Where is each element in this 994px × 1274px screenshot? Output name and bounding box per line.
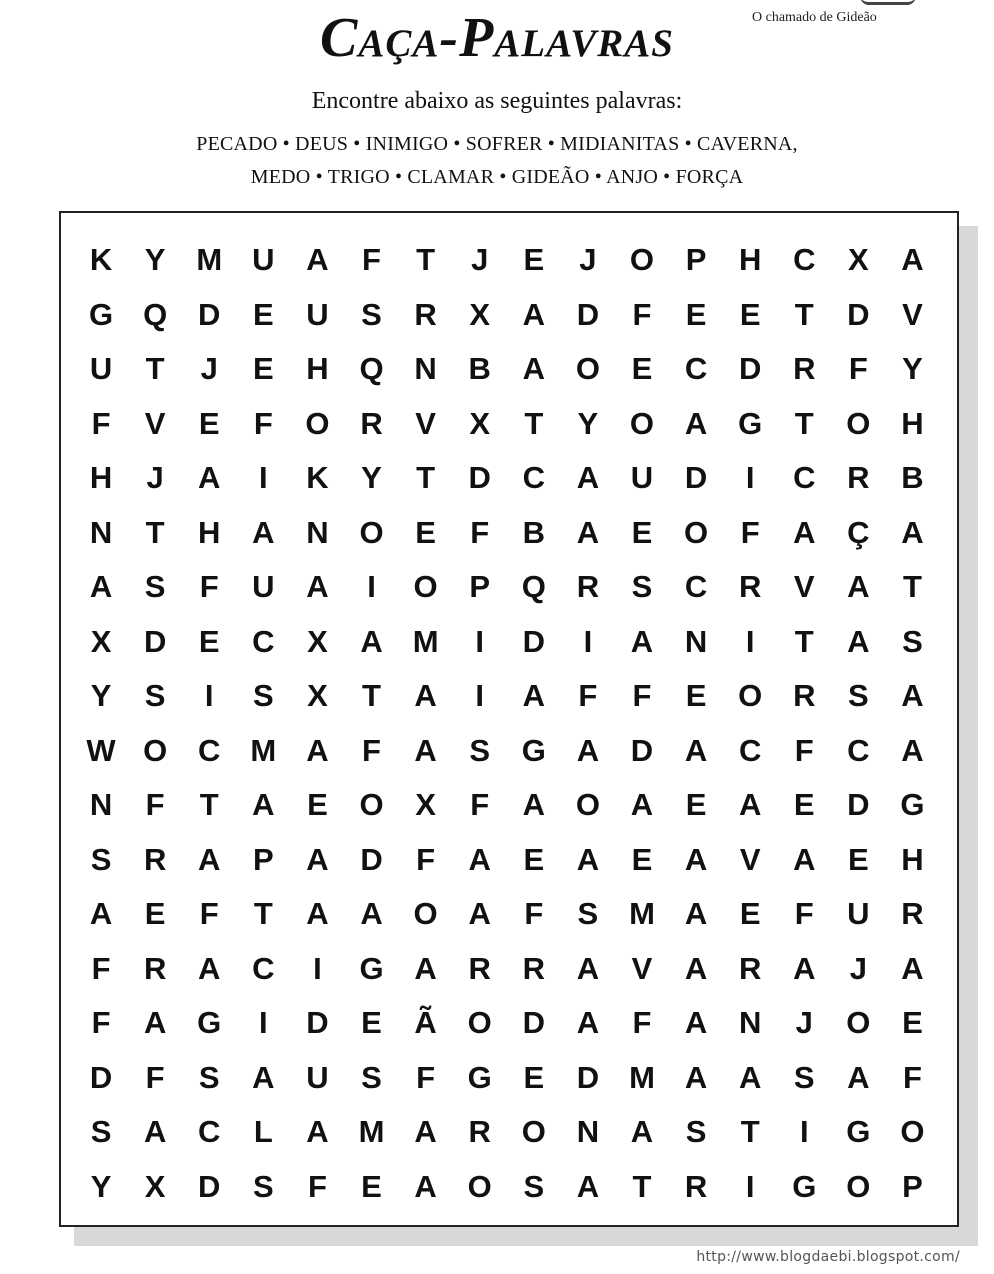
grid-cell[interactable]: A (847, 1059, 870, 1095)
grid-cell[interactable]: M (250, 732, 277, 768)
grid-cell[interactable]: V (631, 950, 653, 986)
grid-cell[interactable]: S (252, 1168, 274, 1204)
grid-cell[interactable]: A (414, 732, 437, 768)
grid-cell[interactable]: Y (902, 351, 923, 386)
grid-cell[interactable]: N (414, 351, 437, 386)
grid-cell[interactable]: O (684, 514, 709, 550)
grid-cell[interactable]: F (794, 732, 814, 768)
grid-cell[interactable]: O (413, 569, 438, 604)
grid-cell[interactable]: C (252, 623, 275, 659)
grid-cell[interactable]: A (684, 1005, 708, 1040)
word-list-line-1: PECADO • DEUS • INIMIGO • SOFRER • MIDIANITAS • CAVERNA, (196, 133, 798, 155)
grid-cell[interactable]: F (362, 242, 381, 277)
grid-cell[interactable]: E (198, 623, 220, 659)
grid-cell[interactable]: O (629, 242, 655, 277)
grid-cell[interactable]: I (745, 623, 755, 659)
grid-cell[interactable]: A (414, 1168, 437, 1204)
grid-cell[interactable]: Ã (414, 1005, 437, 1040)
grid-cell[interactable]: O (629, 405, 655, 441)
grid-cell[interactable]: A (89, 569, 113, 604)
grid-cell[interactable]: G (197, 1005, 222, 1040)
grid-cell[interactable]: S (631, 569, 653, 604)
grid-cell[interactable]: C (522, 460, 545, 495)
grid-cell[interactable]: A (143, 1114, 167, 1149)
grid-cell[interactable]: A (576, 1168, 600, 1204)
grid-cell[interactable]: O (846, 1168, 871, 1204)
grid-cell[interactable]: T (794, 623, 814, 659)
grid-cell[interactable]: J (795, 1005, 813, 1040)
grid-cell[interactable]: R (793, 351, 816, 386)
grid-cell[interactable]: Y (90, 678, 112, 713)
grid-cell[interactable]: O (846, 1005, 871, 1040)
grid-cell[interactable]: A (198, 950, 221, 986)
grid-cell[interactable]: T (362, 678, 381, 713)
grid-cell[interactable]: F (253, 405, 273, 441)
page-title: Caça-Palavras (320, 7, 674, 69)
grid-cell[interactable]: A (522, 787, 545, 822)
grid-cell[interactable]: F (632, 678, 652, 713)
grid-cell[interactable]: A (793, 950, 816, 986)
grid-cell[interactable]: A (576, 1005, 600, 1040)
grid-cell[interactable]: E (198, 405, 220, 441)
grid-cell[interactable]: A (630, 623, 654, 659)
grid-cell[interactable]: A (847, 569, 870, 604)
grid-cell[interactable]: E (685, 296, 707, 332)
word-search-grid (74, 233, 940, 1214)
grid-cell[interactable]: U (306, 1059, 329, 1095)
grid-cell[interactable]: N (684, 623, 708, 659)
grid-cell[interactable]: A (684, 732, 708, 768)
grid-cell[interactable]: A (306, 896, 329, 931)
grid-cell[interactable]: T (794, 296, 814, 332)
grid-cell[interactable]: F (632, 296, 652, 332)
grid-cell[interactable]: C (684, 569, 708, 604)
grid-cell[interactable]: I (259, 1005, 268, 1040)
grid-cell[interactable]: J (200, 351, 218, 386)
grid-cell[interactable]: D (576, 296, 600, 332)
grid-cell[interactable]: C (738, 732, 762, 768)
grid-cell[interactable]: T (632, 1168, 652, 1204)
grid-cell[interactable]: E (685, 787, 707, 822)
grid-cell[interactable]: A (252, 1059, 275, 1095)
grid-cell[interactable]: V (902, 296, 923, 332)
grid-cell[interactable]: O (521, 1114, 546, 1149)
grid-cell[interactable]: I (204, 678, 214, 713)
grid-cell[interactable]: O (359, 514, 384, 550)
grid-cell[interactable]: R (522, 950, 545, 986)
grid-cell[interactable]: A (198, 460, 221, 495)
grid-cell[interactable]: A (414, 1114, 437, 1149)
grid-cell[interactable]: E (793, 787, 815, 822)
grid-cell[interactable]: Q (521, 569, 546, 604)
grid-cell[interactable]: E (631, 841, 653, 877)
grid-cell[interactable]: V (415, 405, 436, 441)
grid-cell[interactable]: G (792, 1168, 817, 1204)
grid-cell[interactable]: S (361, 296, 382, 332)
grid-cell[interactable]: A (252, 787, 275, 822)
grid-cell[interactable]: X (469, 296, 491, 332)
grid-cell[interactable]: F (91, 1005, 111, 1040)
grid-cell[interactable]: F (578, 678, 598, 713)
grid-cell[interactable]: T (253, 896, 273, 931)
grid-cell[interactable]: C (847, 732, 870, 768)
grid-cell[interactable]: C (252, 950, 275, 986)
grid-cell[interactable]: S (252, 678, 274, 713)
grid-cell[interactable]: A (143, 1005, 167, 1040)
grid-cell[interactable]: V (739, 841, 761, 877)
grid-cell[interactable]: P (685, 242, 707, 277)
grid-cell[interactable]: A (522, 296, 545, 332)
grid-cell[interactable]: R (738, 950, 762, 986)
grid-cell[interactable]: R (847, 460, 870, 495)
grid-cell[interactable]: A (360, 896, 383, 931)
grid-cell[interactable]: D (198, 296, 221, 332)
footer-url: http://www.blogdaebi.blogspot.com/ (696, 1249, 960, 1265)
grid-cell[interactable]: D (468, 460, 491, 495)
grid-cell[interactable]: O (305, 405, 330, 441)
grid-cell[interactable]: R (143, 841, 167, 877)
grid-cell[interactable]: K (306, 460, 329, 495)
grid-cell[interactable]: G (359, 950, 384, 986)
grid-cell[interactable]: A (684, 405, 708, 441)
grid-cell[interactable]: A (901, 678, 924, 713)
grid-cell[interactable]: T (416, 242, 436, 277)
grid-cell[interactable]: A (576, 514, 600, 550)
grid-cell[interactable]: T (740, 1114, 760, 1149)
grid-cell[interactable]: K (89, 242, 113, 277)
grid-cell[interactable]: D (630, 732, 654, 768)
grid-cell[interactable]: A (684, 841, 708, 877)
grid-cell[interactable]: S (469, 732, 491, 768)
grid-cell[interactable]: F (199, 896, 219, 931)
grid-cell[interactable]: A (793, 841, 816, 877)
grid-cell[interactable]: U (252, 242, 275, 277)
grid-cell[interactable]: I (259, 460, 268, 495)
grid-cell[interactable]: V (144, 405, 166, 441)
grid-cell[interactable]: S (90, 1114, 112, 1149)
grid-cell[interactable]: S (361, 1059, 382, 1095)
grid-cell[interactable]: Ç (847, 514, 870, 550)
grid-cell[interactable]: Y (577, 405, 599, 441)
grid-cell[interactable]: E (523, 841, 545, 877)
grid-cell[interactable]: A (901, 514, 924, 550)
grid-cell[interactable]: E (631, 514, 653, 550)
grid-cell[interactable]: A (630, 787, 654, 822)
grid-cell[interactable]: D (89, 1059, 113, 1095)
grid-cell[interactable]: F (91, 950, 111, 986)
grid-cell[interactable]: N (576, 1114, 600, 1149)
grid-cell[interactable]: D (684, 460, 708, 495)
grid-cell[interactable]: C (684, 351, 708, 386)
grid-cell[interactable]: F (145, 787, 165, 822)
grid-cell[interactable]: S (90, 841, 112, 877)
grid-cell[interactable]: C (198, 1114, 221, 1149)
grid-cell[interactable]: M (358, 1114, 385, 1149)
grid-cell[interactable]: E (739, 896, 761, 931)
grid-cell[interactable]: A (306, 732, 329, 768)
grid-cell[interactable]: A (306, 841, 329, 877)
grid-cell[interactable]: B (901, 460, 924, 495)
grid-cell[interactable]: E (523, 1059, 545, 1095)
grid-cell[interactable]: X (848, 242, 869, 277)
grid-cell[interactable]: P (902, 1168, 923, 1204)
grid-cell[interactable]: H (738, 242, 762, 277)
grid-cell[interactable]: X (469, 405, 491, 441)
grid-cell[interactable]: A (306, 242, 329, 277)
grid-cell[interactable]: D (143, 623, 167, 659)
grid-cell[interactable]: G (900, 787, 925, 822)
grid-cell[interactable]: D (738, 351, 762, 386)
grid-cell[interactable]: S (198, 1059, 220, 1095)
grid-cell[interactable]: A (198, 841, 221, 877)
page-subtitle: O chamado de Gideão (752, 10, 877, 25)
grid-cell[interactable]: L (253, 1114, 273, 1149)
grid-cell[interactable]: A (847, 623, 870, 659)
grid-cell[interactable]: V (793, 569, 815, 604)
grid-cell[interactable]: A (684, 1059, 708, 1095)
grid-cell[interactable]: O (738, 678, 763, 713)
grid-cell[interactable]: G (846, 1114, 871, 1149)
grid-cell[interactable]: E (252, 296, 274, 332)
grid-cell[interactable]: U (89, 351, 113, 386)
grid-cell[interactable]: A (576, 460, 600, 495)
grid-cell[interactable]: A (414, 678, 437, 713)
grid-cell[interactable]: T (199, 787, 219, 822)
grid-cell[interactable]: I (367, 569, 376, 604)
grid-cell[interactable]: D (360, 841, 383, 877)
grid-cell[interactable]: I (475, 623, 485, 659)
grid-cell[interactable]: I (583, 623, 593, 659)
grid-cell[interactable]: F (740, 514, 760, 550)
grid-cell[interactable]: U (252, 569, 275, 604)
grid-cell[interactable]: F (416, 841, 436, 877)
grid-cell[interactable]: E (252, 351, 274, 386)
grid-cell[interactable]: B (468, 351, 491, 386)
grid-cell[interactable]: G (521, 732, 546, 768)
grid-cell[interactable]: R (414, 296, 437, 332)
grid-cell[interactable]: O (359, 787, 384, 822)
grid-cell[interactable]: F (524, 896, 544, 931)
grid-cell[interactable]: E (523, 242, 545, 277)
grid-cell[interactable]: A (684, 950, 708, 986)
grid-cell[interactable]: O (467, 1168, 492, 1204)
grid-cell[interactable]: O (413, 896, 438, 931)
grid-cell[interactable]: G (738, 405, 763, 441)
grid-cell[interactable]: I (313, 950, 322, 986)
grid-cell[interactable]: A (522, 351, 545, 386)
grid-cell[interactable]: R (684, 1168, 708, 1204)
grid-cell[interactable]: Y (361, 460, 382, 495)
grid-cell[interactable]: J (471, 242, 489, 277)
grid-cell[interactable]: R (576, 569, 600, 604)
grid-cell[interactable]: X (90, 623, 112, 659)
grid-cell[interactable]: E (144, 896, 166, 931)
grid-cell[interactable]: S (523, 1168, 545, 1204)
grid-cell[interactable]: F (902, 1059, 922, 1095)
grid-cell[interactable]: N (89, 514, 113, 550)
grid-cell[interactable]: W (86, 732, 116, 768)
grid-cell[interactable]: F (307, 1168, 327, 1204)
grid-cell[interactable]: H (901, 841, 924, 877)
grid-cell[interactable]: G (467, 1059, 492, 1095)
grid-cell[interactable]: O (846, 405, 871, 441)
grid-cell[interactable]: S (577, 896, 599, 931)
grid-cell[interactable]: F (794, 896, 814, 931)
grid-cell[interactable]: X (144, 1168, 166, 1204)
grid-cell[interactable]: A (793, 514, 816, 550)
grid-cell[interactable]: U (847, 896, 870, 931)
grid-cell[interactable]: F (362, 732, 381, 768)
grid-cell[interactable]: Q (359, 351, 384, 386)
grid-cell[interactable]: D (522, 1005, 545, 1040)
grid-cell[interactable]: E (361, 1005, 382, 1040)
grid-cell[interactable]: A (738, 1059, 762, 1095)
grid-cell[interactable]: H (198, 514, 221, 550)
grid-cell[interactable]: F (91, 405, 111, 441)
grid-cell[interactable]: I (475, 678, 485, 713)
grid-cell[interactable]: H (901, 405, 924, 441)
grid-cell[interactable]: O (467, 1005, 492, 1040)
grid-cell[interactable]: D (847, 787, 870, 822)
grid-cell[interactable]: A (901, 242, 924, 277)
grid-cell[interactable]: G (88, 296, 114, 332)
grid-cell[interactable]: C (793, 242, 816, 277)
grid-cell[interactable]: F (470, 787, 490, 822)
grid-cell[interactable]: R (738, 569, 762, 604)
grid-cell[interactable]: A (738, 787, 762, 822)
grid-cell[interactable]: U (630, 460, 654, 495)
grid-cell[interactable]: E (902, 1005, 923, 1040)
grid-cell[interactable]: M (196, 242, 223, 277)
grid-cell[interactable]: S (793, 1059, 815, 1095)
grid-cell[interactable]: D (198, 1168, 221, 1204)
grid-cell[interactable]: Y (90, 1168, 112, 1204)
grid-cell[interactable]: A (576, 732, 600, 768)
grid-cell[interactable]: A (684, 896, 708, 931)
logo-arc (860, 0, 916, 5)
grid-cell[interactable]: F (632, 1005, 652, 1040)
grid-cell[interactable]: S (144, 569, 166, 604)
grid-cell[interactable]: E (739, 296, 761, 332)
word-list-line-2: MEDO • TRIGO • CLAMAR • GIDEÃO • ANJO • FORÇA (250, 166, 744, 188)
grid-cell[interactable]: X (307, 678, 328, 713)
grid-cell[interactable]: A (901, 950, 924, 986)
grid-cell[interactable]: X (415, 787, 436, 822)
grid-cell[interactable]: F (199, 569, 219, 604)
instruction-text: Encontre abaixo as seguintes palavras: (311, 88, 683, 114)
grid-cell[interactable]: H (89, 460, 113, 495)
grid-cell[interactable]: R (901, 896, 924, 931)
grid-cell[interactable]: A (468, 896, 491, 931)
grid-cell[interactable]: Q (143, 296, 168, 332)
grid-cell[interactable]: N (89, 787, 113, 822)
grid-cell[interactable]: E (848, 841, 869, 877)
grid-cell[interactable]: M (629, 896, 655, 931)
grid-cell[interactable]: A (252, 514, 275, 550)
grid-cell[interactable]: A (306, 1114, 329, 1149)
grid-cell[interactable]: R (468, 950, 491, 986)
grid-cell[interactable]: I (745, 460, 755, 495)
grid-cell[interactable]: A (901, 732, 924, 768)
grid-cell[interactable]: A (360, 623, 383, 659)
grid-cell[interactable]: D (576, 1059, 600, 1095)
grid-cell[interactable]: E (307, 787, 328, 822)
grid-cell[interactable]: E (361, 1168, 382, 1204)
grid-cell[interactable]: A (89, 896, 113, 931)
grid-cell[interactable]: D (847, 296, 870, 332)
grid-cell[interactable]: R (143, 950, 167, 986)
grid-cell[interactable]: B (522, 514, 545, 550)
grid-cell[interactable]: F (470, 514, 490, 550)
grid-cell[interactable]: T (416, 460, 436, 495)
grid-cell[interactable]: J (146, 460, 164, 495)
grid-cell[interactable]: J (849, 950, 867, 986)
grid-cell[interactable]: T (524, 405, 544, 441)
grid-cell[interactable]: R (793, 678, 816, 713)
grid-cell[interactable]: A (576, 950, 600, 986)
grid-cell[interactable]: A (630, 1114, 654, 1149)
grid-cell[interactable]: S (902, 623, 923, 659)
grid-cell[interactable]: A (522, 678, 545, 713)
grid-cell[interactable]: A (468, 841, 491, 877)
grid-cell[interactable]: E (685, 678, 707, 713)
grid-cell[interactable]: O (900, 1114, 925, 1149)
grid-cell[interactable]: D (306, 1005, 329, 1040)
grid-cell[interactable]: S (848, 678, 869, 713)
grid-cell[interactable]: P (469, 569, 491, 604)
grid-cell[interactable]: Y (144, 242, 166, 277)
grid-cell[interactable]: A (576, 841, 600, 877)
grid-cell[interactable]: I (745, 1168, 755, 1204)
grid-cell[interactable]: N (738, 1005, 762, 1040)
grid-cell[interactable]: O (575, 787, 600, 822)
grid-cell[interactable]: I (799, 1114, 809, 1149)
grid-cell[interactable]: F (145, 1059, 165, 1095)
grid-cell[interactable]: M (629, 1059, 655, 1095)
grid-cell[interactable]: F (416, 1059, 436, 1095)
grid-cell[interactable]: S (144, 678, 166, 713)
grid-cell[interactable]: A (306, 569, 329, 604)
grid-cell[interactable]: N (306, 514, 329, 550)
grid-cell[interactable]: C (198, 732, 221, 768)
grid-cell[interactable]: C (793, 460, 816, 495)
grid-cell[interactable]: P (252, 841, 274, 877)
grid-cell[interactable]: S (685, 1114, 707, 1149)
grid-cell[interactable]: A (414, 950, 437, 986)
grid-cell[interactable]: M (412, 623, 439, 659)
grid-cell[interactable]: E (631, 351, 653, 386)
grid-cell[interactable]: T (145, 351, 165, 386)
grid-cell[interactable]: O (575, 351, 600, 386)
grid-cell[interactable]: O (143, 732, 168, 768)
grid-cell[interactable]: U (306, 296, 329, 332)
grid-cell[interactable]: D (522, 623, 545, 659)
grid-cell[interactable]: T (794, 405, 814, 441)
grid-cell[interactable]: T (902, 569, 922, 604)
grid-cell[interactable]: E (415, 514, 436, 550)
grid-cell[interactable]: F (848, 351, 868, 386)
grid-cell[interactable]: H (306, 351, 329, 386)
grid-cell[interactable]: J (579, 242, 597, 277)
grid-cell[interactable]: T (145, 514, 165, 550)
grid-cell[interactable]: X (307, 623, 328, 659)
grid-cell[interactable]: R (360, 405, 383, 441)
grid-cell[interactable]: R (468, 1114, 491, 1149)
